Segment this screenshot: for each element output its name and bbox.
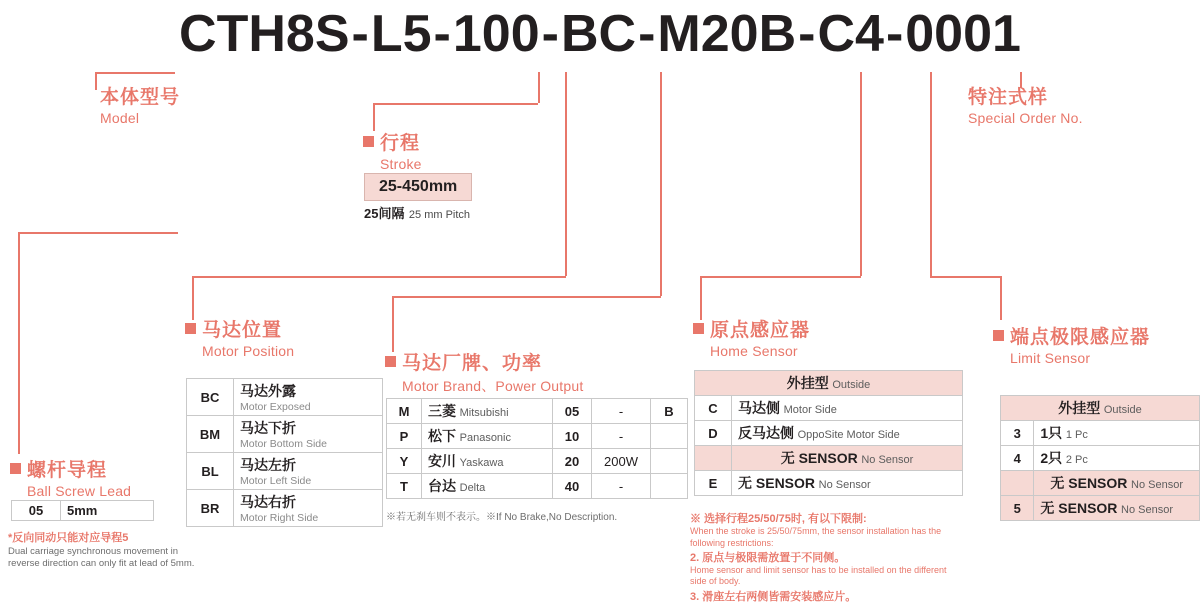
- table-row: [187, 379, 383, 416]
- home-sensor-cn: 反马达侧: [738, 425, 794, 441]
- leader-motor-position-horizontal: [192, 276, 566, 278]
- brake-code: [651, 449, 688, 474]
- group-motor-position-label-cn: 马达位置: [202, 320, 283, 341]
- home-sensor-code: C: [695, 396, 732, 421]
- group-stroke-label-en: Stroke: [380, 156, 422, 172]
- limit-sensor-en: 1 Pc: [1065, 429, 1088, 441]
- separator-6: -: [885, 5, 904, 63]
- brand-en: Delta: [459, 482, 486, 494]
- limit-sensor-cn: 无 SENSOR: [1050, 475, 1128, 491]
- table-row: [187, 416, 383, 453]
- group-motor-brand: [385, 348, 583, 396]
- part-number-title: [0, 4, 1200, 64]
- leader-lead-vertical: [18, 232, 20, 454]
- limit-sensor-cn: 1只: [1040, 425, 1063, 441]
- bullet-square-icon: [363, 136, 374, 147]
- brand-en: Yaskawa: [459, 457, 504, 469]
- table-motor-brand: [386, 398, 688, 499]
- limit-sensor-header-cn: 外挂型: [1058, 400, 1101, 416]
- stroke-pitch-cn: 25间隔: [364, 206, 405, 221]
- limit-sensor-code: 4: [1001, 446, 1034, 471]
- motor-position-en: Motor Left Side: [240, 475, 312, 487]
- limit-sensor-code: [1001, 471, 1034, 496]
- group-motor-position: [185, 315, 294, 359]
- power-value: -: [592, 399, 651, 424]
- stroke-value-box: 25-450mm: [364, 173, 472, 201]
- separator-4: -: [638, 5, 656, 63]
- brake-code: [651, 474, 688, 499]
- table-row: [187, 490, 383, 527]
- table-header-row: [1001, 396, 1200, 421]
- home-sensor-code: D: [695, 421, 732, 446]
- limit-sensor-en: No Sensor: [1131, 479, 1183, 491]
- group-special-order-label-en: Special Order No.: [968, 110, 1083, 126]
- leader-limit-sensor-tick2: [930, 72, 932, 276]
- table-row: [187, 453, 383, 490]
- table-home-sensor: [694, 370, 963, 496]
- leader-stroke-tick: [538, 72, 540, 103]
- bullet-square-icon: [10, 463, 21, 474]
- limit-sensor-cn: 无 SENSOR: [1040, 500, 1118, 516]
- part-segment-special-order: 0001: [905, 5, 1021, 63]
- stroke-pitch-en: 25 mm Pitch: [408, 209, 471, 221]
- table-limit-sensor: [1000, 395, 1200, 521]
- motor-position-en: Motor Exposed: [240, 401, 311, 413]
- brand-code: Y: [387, 449, 422, 474]
- home-sensor-cn: 无 SENSOR: [780, 450, 858, 466]
- part-segment-home-sensor: C4: [817, 5, 884, 63]
- home-sensor-notes: [690, 512, 950, 604]
- motor-position-en: Motor Bottom Side: [240, 438, 327, 450]
- power-code: 10: [553, 424, 592, 449]
- group-special-order: [968, 82, 1083, 126]
- home-sensor-note-2-cn: 2. 原点与极限需放置于不同侧。: [690, 551, 846, 564]
- leader-home-sensor-horizontal: [700, 276, 861, 278]
- table-row: [695, 396, 963, 421]
- home-sensor-en: Motor Side: [783, 404, 837, 416]
- leader-home-sensor-tick: [860, 72, 862, 276]
- separator-1: -: [351, 5, 369, 63]
- part-segment-motor-brand: M20B: [657, 5, 797, 63]
- table-motor-position: [186, 378, 383, 527]
- group-stroke-label-cn: 行程: [380, 133, 421, 154]
- motor-position-cn: 马达外露: [240, 383, 296, 399]
- home-sensor-code: [695, 446, 732, 471]
- leader-model-vertical: [95, 72, 97, 90]
- part-segment-motor-position: BC: [560, 5, 637, 63]
- leader-motor-position-vertical: [192, 276, 194, 320]
- leader-motor-brand-tick: [660, 72, 662, 296]
- power-code: 40: [553, 474, 592, 499]
- brand-cn: 松下: [428, 428, 456, 444]
- home-sensor-note-3-cn: 3. 滑座左右两侧皆需安装感应片。: [690, 590, 857, 603]
- limit-sensor-cn: 2只: [1040, 450, 1063, 466]
- bullet-square-icon: [693, 323, 704, 334]
- table-row: [12, 501, 154, 521]
- motor-position-code: BM: [187, 416, 234, 453]
- leader-lead-horizontal-top: [18, 232, 178, 234]
- motor-position-code: BC: [187, 379, 234, 416]
- limit-sensor-en: No Sensor: [1121, 504, 1174, 516]
- leader-motor-position-tick: [565, 72, 567, 276]
- group-home-sensor-label-en: Home Sensor: [710, 343, 798, 359]
- motor-position-cn: 马达下折: [240, 420, 296, 436]
- home-sensor-en: No Sensor: [861, 454, 914, 466]
- home-sensor-cn: 无 SENSOR: [738, 475, 816, 491]
- power-value: 200W: [592, 449, 651, 474]
- table-row: [695, 446, 963, 471]
- group-special-order-label-cn: 特注式样: [968, 87, 1049, 108]
- motor-position-cn: 马达左折: [240, 457, 296, 473]
- brand-cn: 台达: [428, 478, 456, 494]
- table-row: [1001, 471, 1200, 496]
- table-row: [387, 449, 688, 474]
- group-limit-sensor: [993, 322, 1150, 366]
- brake-code: B: [651, 399, 688, 424]
- group-motor-brand-label-en: Motor Brand、Power Output: [402, 378, 584, 394]
- table-row: [387, 424, 688, 449]
- group-motor-brand-label-cn: 马达厂牌、功率: [402, 353, 543, 374]
- group-home-sensor-label-cn: 原点感应器: [710, 320, 811, 341]
- table-ball-screw-lead: [11, 500, 154, 521]
- group-model-label-en: Model: [100, 110, 140, 126]
- group-limit-sensor-label-cn: 端点极限感应器: [1010, 327, 1151, 348]
- table-row: [1001, 446, 1200, 471]
- table-row: [387, 399, 688, 424]
- power-value: -: [592, 424, 651, 449]
- brand-en: Mitsubishi: [459, 407, 509, 419]
- home-sensor-note-2-en: Home sensor and limit sensor has to be installed on the different side of body.: [690, 565, 947, 587]
- limit-sensor-header-en: Outside: [1103, 404, 1142, 416]
- motor-position-code: BR: [187, 490, 234, 527]
- home-sensor-code: E: [695, 471, 732, 496]
- lead-note-cn: *反向同动只能对应导程5: [8, 532, 129, 544]
- home-sensor-header-en: Outside: [832, 379, 871, 391]
- leader-stroke-vertical: [373, 103, 375, 131]
- leader-motor-brand-vertical: [392, 296, 394, 352]
- home-sensor-cn: 马达侧: [738, 400, 780, 416]
- brand-code: P: [387, 424, 422, 449]
- leader-motor-brand-horizontal: [392, 296, 661, 298]
- limit-sensor-code: 3: [1001, 421, 1034, 446]
- group-limit-sensor-label-en: Limit Sensor: [1010, 350, 1091, 366]
- motor-position-cn: 马达右折: [240, 494, 296, 510]
- table-row: [387, 474, 688, 499]
- leader-limit-sensor-tick: [1000, 276, 1002, 320]
- part-segment-stroke: 100: [452, 5, 540, 63]
- brand-cn: 三菱: [428, 403, 456, 419]
- power-value: -: [592, 474, 651, 499]
- group-model: [100, 82, 180, 126]
- group-model-label-cn: 本体型号: [100, 87, 181, 108]
- brand-code: M: [387, 399, 422, 424]
- table-row: [695, 421, 963, 446]
- table-row: [1001, 496, 1200, 521]
- brand-code: T: [387, 474, 422, 499]
- leader-limit-sensor-horizontal: [930, 276, 1001, 278]
- home-sensor-note-1-cn: ※ 选择行程25/50/75时, 有以下限制:: [690, 513, 867, 525]
- motor-position-code: BL: [187, 453, 234, 490]
- group-home-sensor: [693, 315, 810, 359]
- home-sensor-header-cn: 外挂型: [786, 375, 829, 391]
- group-motor-position-label-en: Motor Position: [202, 343, 295, 359]
- separator-5: -: [798, 5, 816, 63]
- bullet-square-icon: [385, 356, 396, 367]
- group-lead-label-cn: 螺杆导程: [27, 460, 108, 481]
- motor-brand-note: ※若无刹车则不表示。※If No Brake,No Description.: [386, 512, 618, 523]
- limit-sensor-code: 5: [1001, 496, 1034, 521]
- separator-2: -: [433, 5, 451, 63]
- home-sensor-en: OppoSite Motor Side: [797, 429, 900, 441]
- part-segment-model: CTH8S: [179, 5, 350, 63]
- leader-model-horizontal: [95, 72, 175, 74]
- home-sensor-note-1-en: When the stroke is 25/50/75mm, the sensor installation has the following restrictions:: [690, 526, 942, 548]
- home-sensor-en: No Sensor: [818, 479, 871, 491]
- table-row: [1001, 421, 1200, 446]
- group-stroke: [363, 128, 422, 172]
- group-lead-label-en: Ball Screw Lead: [27, 483, 132, 499]
- part-segment-lead: L5: [370, 5, 432, 63]
- lead-note-en: Dual carriage synchronous movement in reverse direction can only fit at lead of 5mm.: [8, 546, 195, 569]
- group-ball-screw-lead: [10, 455, 131, 499]
- leader-stroke-horizontal: [373, 103, 538, 105]
- lead-value: 5mm: [61, 501, 154, 521]
- separator-3: -: [541, 5, 559, 63]
- bullet-square-icon: [185, 323, 196, 334]
- brake-code: [651, 424, 688, 449]
- table-row: [695, 471, 963, 496]
- brand-cn: 安川: [428, 453, 456, 469]
- table-header-row: [695, 371, 963, 396]
- limit-sensor-en: 2 Pc: [1065, 454, 1088, 466]
- power-code: 05: [553, 399, 592, 424]
- bullet-square-icon: [993, 330, 1004, 341]
- brand-en: Panasonic: [459, 432, 511, 444]
- lead-code: 05: [12, 501, 61, 521]
- stroke-pitch-line: [364, 203, 470, 223]
- leader-home-sensor-vertical: [700, 276, 702, 320]
- power-code: 20: [553, 449, 592, 474]
- motor-position-en: Motor Right Side: [240, 512, 319, 524]
